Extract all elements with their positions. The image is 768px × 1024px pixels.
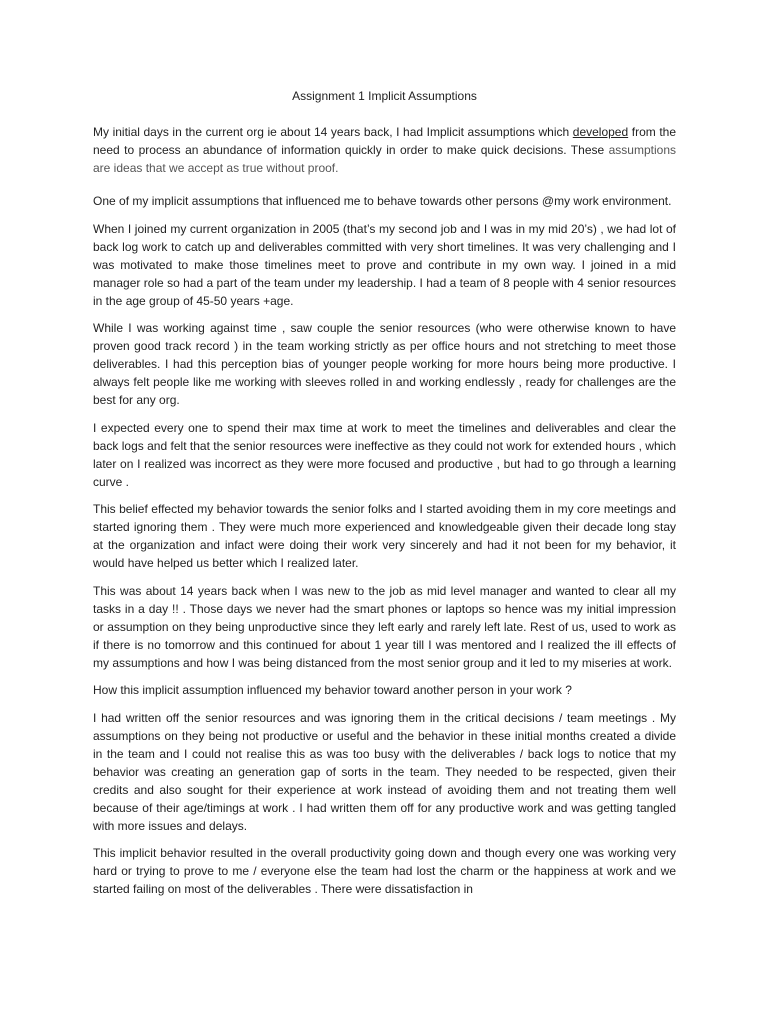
paragraph-implicit-assumption: One of my implicit assumptions that influenced me to behave towards other persons @my work environment. [93, 194, 672, 208]
intro-text-c: from the need to process an abundance of information quickly in order to make quick decisions. These [93, 125, 676, 157]
paragraph-joining-2005: When I joined my current organization in 2005 (that’s my second job and I was in my mid 20’s) , we had lot of back log work to catch up and deliverables committed with very short timelines. It was very challenging and I was motivated to make those timelines meet to prove and contribute in my own way. I joined in a mid manager role so had a part of the team under my leadership. I had a team of 8 people with 4 senior resources in the age group of 45-50 years +age. [93, 221, 676, 308]
paragraph-working-against-time: While I was working against time , saw couple the senior resources (who were otherwise known to have proven good track record ) in the team working strictly as per office hours and not stretching to meet those deliverables. I had this perception bias of younger people working for more hours being more productive. I always felt people like me working with sleeves rolled in and working endlessly , ready for challenges are the best for any org. [93, 321, 676, 407]
paragraph-intro [93, 123, 676, 177]
paragraph-productivity: This implicit behavior resulted in the overall productivity going down and though every one was working very hard or trying to prove to me / everyone else the team had lost the charm or the happiness at work and we started failing on most of the deliverables . There were dissatisfaction in [93, 846, 676, 896]
paragraph-question: How this implicit assumption influenced my behavior toward another person in your work ? [93, 683, 572, 697]
paragraph-14-years-back: This was about 14 years back when I was new to the job as mid level manager and wanted to clear all my tasks in a day !! . Those days we never had the smart phones or laptops so hence was my initial impression or assumption on they being unproductive since they left early and rarely left late. Rest of us, used to work as if there is no tomorrow and this continued for about 1 year till I was mentored and I realized the ill effects of my assumptions and how I was being distanced from the most senior group and it led to my miseries at work. [93, 583, 676, 670]
underlined-word: developed [572, 125, 629, 139]
intro-text-d: assumptions are ideas that we accept as true without proof. [93, 143, 676, 175]
paragraph-written-off: I had written off the senior resources and was ignoring them in the critical decisions / team meetings . My assumptions on they being not productive or useful and the behavior in these initial months created a divide in the team and I could not realise this as was too busy with the deliverables / back logs to notice that my behavior was creating an generation gap of sorts in the team. They needed to be respected, given their credits and also sought for their experience at work instead of avoiding them and not treating them well because of their age/timings at work . I had written them off for any productive work and was getting tangled with more issues and delays. [93, 710, 676, 833]
page-title: Assignment 1 Implicit Assumptions [292, 89, 477, 103]
paragraph-expectations: I expected every one to spend their max time at work to meet the timelines and deliverables and clear the back logs and felt that the senior resources were ineffective as they could not work for extended hours , which later on I realized was incorrect as they were more focused and productive , but had to go through a learning curve . [93, 420, 676, 489]
paragraph-belief-effect: This belief effected my behavior towards the senior folks and I started avoiding them in my core meetings and started ignoring them . They were much more experienced and knowledgeable given their decade long stay at the organization and infact were doing their work very sincerely and had it not been for my behavior, it would have helped us better which I realized later. [93, 502, 676, 570]
intro-text-a: My initial days in the current org ie about 14 years back, I had Implicit assumptions which [93, 125, 573, 139]
